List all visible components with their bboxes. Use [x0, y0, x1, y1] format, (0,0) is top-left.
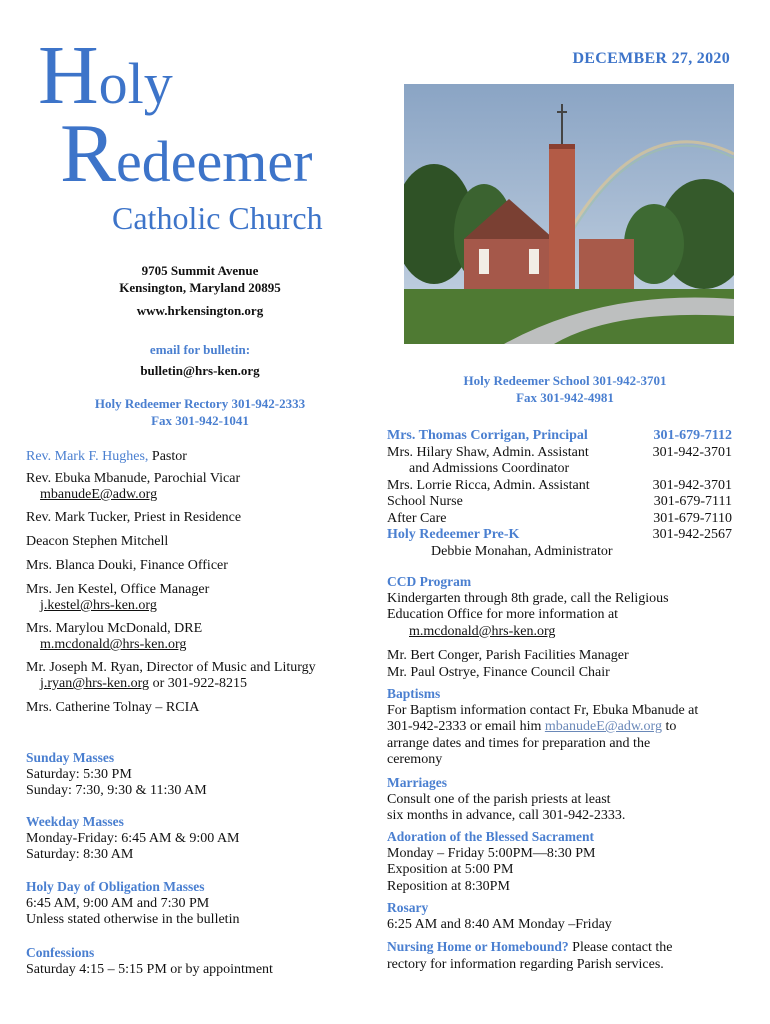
vicar-email[interactable]: mbanudeE@adw.org	[40, 487, 158, 502]
kestel: Mrs. Jen Kestel, Office Manager	[26, 582, 210, 597]
prek-admin: Debbie Monahan, Administrator	[431, 543, 613, 559]
pastor-title: Pastor	[148, 449, 187, 464]
rectory-fax: Fax 301-942-1041	[151, 413, 249, 428]
weekday-masses	[26, 814, 366, 864]
pastor-name: Rev. Mark F. Hughes,	[26, 449, 149, 464]
address	[40, 262, 360, 296]
rectory-phone: Holy Redeemer Rectory 301-942-2333	[94, 396, 306, 411]
ricca: Mrs. Lorrie Ricca, Admin. Assistant	[387, 477, 590, 493]
marriages-line-2: six months in advance, call 301-942-2333.	[387, 808, 626, 823]
school-staff	[387, 428, 732, 560]
marriages-title: Marriages	[387, 775, 447, 790]
principal: Mrs. Thomas Corrigan, Principal	[387, 428, 588, 443]
bulletin-date: DECEMBER 27, 2020	[572, 50, 730, 67]
holy-day-title: Holy Day of Obligation Masses	[26, 879, 205, 894]
mcdonald: Mrs. Marylou McDonald, DRE	[26, 621, 203, 636]
vicar: Rev. Ebuka Mbanude, Parochial Vicar	[26, 471, 241, 486]
mcdonald-email[interactable]: m.mcdonald@hrs-ken.org	[40, 637, 187, 652]
marriages	[387, 775, 732, 825]
confessions-title: Confessions	[26, 945, 95, 960]
holy-day-masses	[26, 879, 366, 929]
ryan: Mr. Joseph M. Ryan, Director of Music and Liturgy	[26, 660, 316, 675]
adoration-title: Adoration of the Blessed Sacrament	[387, 829, 594, 844]
confessions	[26, 945, 366, 978]
baptisms	[387, 686, 732, 769]
prek: Holy Redeemer Pre-K	[387, 527, 520, 542]
school-phone: Holy Redeemer School 301-942-3701	[463, 373, 667, 388]
douki: Mrs. Blanca Douki, Finance Officer	[26, 558, 228, 573]
ccd-program	[387, 574, 732, 640]
sunday-line-2: Sunday: 7:30, 9:30 & 11:30 AM	[26, 783, 207, 798]
nursing-line-2: rectory for information regarding Parish services.	[387, 956, 664, 972]
baptisms-email[interactable]: mbanudeE@adw.org	[544, 719, 662, 734]
principal-phone: 301-679-7112	[653, 428, 732, 443]
nursing-home	[387, 939, 732, 973]
title-holy: Holy	[38, 29, 173, 122]
baptisms-line-2a: 301-942-2333 or email him	[387, 719, 545, 734]
weekday-line-2: Saturday: 8:30 AM	[26, 847, 134, 862]
baptisms-line-3: arrange dates and times for preparation and the	[387, 735, 651, 751]
holy-day-line-1: 6:45 AM, 9:00 AM and 7:30 PM	[26, 895, 210, 911]
bulletin-email[interactable]: bulletin@hrs-ken.org	[140, 363, 260, 378]
ccd-line-1: Kindergarten through 8th grade, call the Religious	[387, 590, 669, 606]
marriages-line-1: Consult one of the parish priests at least	[387, 791, 611, 807]
shaw-role: and Admissions Coordinator	[409, 461, 570, 476]
prek-phone: 301-942-2567	[652, 527, 732, 542]
ccd-email[interactable]: m.mcdonald@hrs-ken.org	[409, 623, 556, 639]
nursing-title: Nursing Home or Homebound?	[387, 939, 569, 954]
adoration	[387, 829, 732, 895]
rosary-line-1: 6:25 AM and 8:40 AM Monday –Friday	[387, 916, 612, 932]
adoration-line-3: Reposition at 8:30PM	[387, 878, 510, 894]
holy-day-line-2: Unless stated otherwise in the bulletin	[26, 912, 240, 927]
subtitle: Catholic Church	[112, 200, 323, 236]
sunday-title: Sunday Masses	[26, 750, 115, 765]
aftercare-phone: 301-679-7110	[653, 510, 732, 526]
baptisms-title: Baptisms	[387, 686, 441, 701]
ryan-email[interactable]: j.ryan@hrs-ken.org	[40, 676, 150, 691]
ricca-phone: 301-942-3701	[652, 477, 732, 493]
confessions-line-1: Saturday 4:15 – 5:15 PM or by appointment	[26, 961, 273, 977]
rectory-info	[40, 395, 360, 429]
website-link[interactable]: www.hrkensington.org	[136, 303, 264, 318]
shaw-phone: 301-942-3701	[652, 444, 732, 460]
title-redeemer: Redeemer	[60, 107, 313, 200]
tolnay: Mrs. Catherine Tolnay – RCIA	[26, 700, 200, 715]
nursing-line-1: Please contact the	[568, 940, 673, 955]
facilities	[387, 648, 732, 681]
address-line-2: Kensington, Maryland 20895	[119, 280, 281, 295]
weekday-title: Weekday Masses	[26, 814, 124, 829]
rosary	[387, 900, 732, 933]
deacon: Deacon Stephen Mitchell	[26, 534, 169, 549]
sunday-line-1: Saturday: 5:30 PM	[26, 766, 132, 782]
address-line-1: 9705 Summit Avenue	[141, 263, 259, 278]
sunday-masses	[26, 750, 366, 800]
ryan-phone: or 301-922-8215	[149, 676, 248, 691]
facilities-line-1: Mr. Bert Conger, Parish Facilities Manager	[387, 648, 629, 663]
nurse: School Nurse	[387, 494, 463, 509]
staff-list	[26, 449, 366, 716]
kestel-email[interactable]: j.kestel@hrs-ken.org	[40, 598, 157, 613]
church-photo	[404, 84, 734, 344]
baptisms-line-2b: to	[661, 719, 677, 734]
adoration-line-1: Monday – Friday 5:00PM—8:30 PM	[387, 845, 596, 861]
shaw: Mrs. Hilary Shaw, Admin. Assistant	[387, 444, 589, 460]
nurse-phone: 301-679-7111	[653, 494, 732, 509]
school-fax: Fax 301-942-4981	[516, 390, 614, 405]
baptisms-line-1: For Baptism information contact Fr, Ebuka Mbanude at	[387, 702, 699, 718]
ccd-line-2: Education Office for more information at	[387, 607, 619, 622]
rosary-title: Rosary	[387, 900, 429, 915]
adoration-line-2: Exposition at 5:00 PM	[387, 862, 514, 877]
facilities-line-2: Mr. Paul Ostrye, Finance Council Chair	[387, 664, 610, 680]
ccd-title: CCD Program	[387, 574, 472, 589]
school-info	[400, 372, 730, 406]
baptisms-line-4: ceremony	[387, 752, 443, 767]
tucker: Rev. Mark Tucker, Priest in Residence	[26, 510, 242, 525]
bulletin-label: email for bulletin:	[149, 342, 251, 357]
weekday-line-1: Monday-Friday: 6:45 AM & 9:00 AM	[26, 830, 240, 846]
aftercare: After Care	[387, 510, 447, 526]
